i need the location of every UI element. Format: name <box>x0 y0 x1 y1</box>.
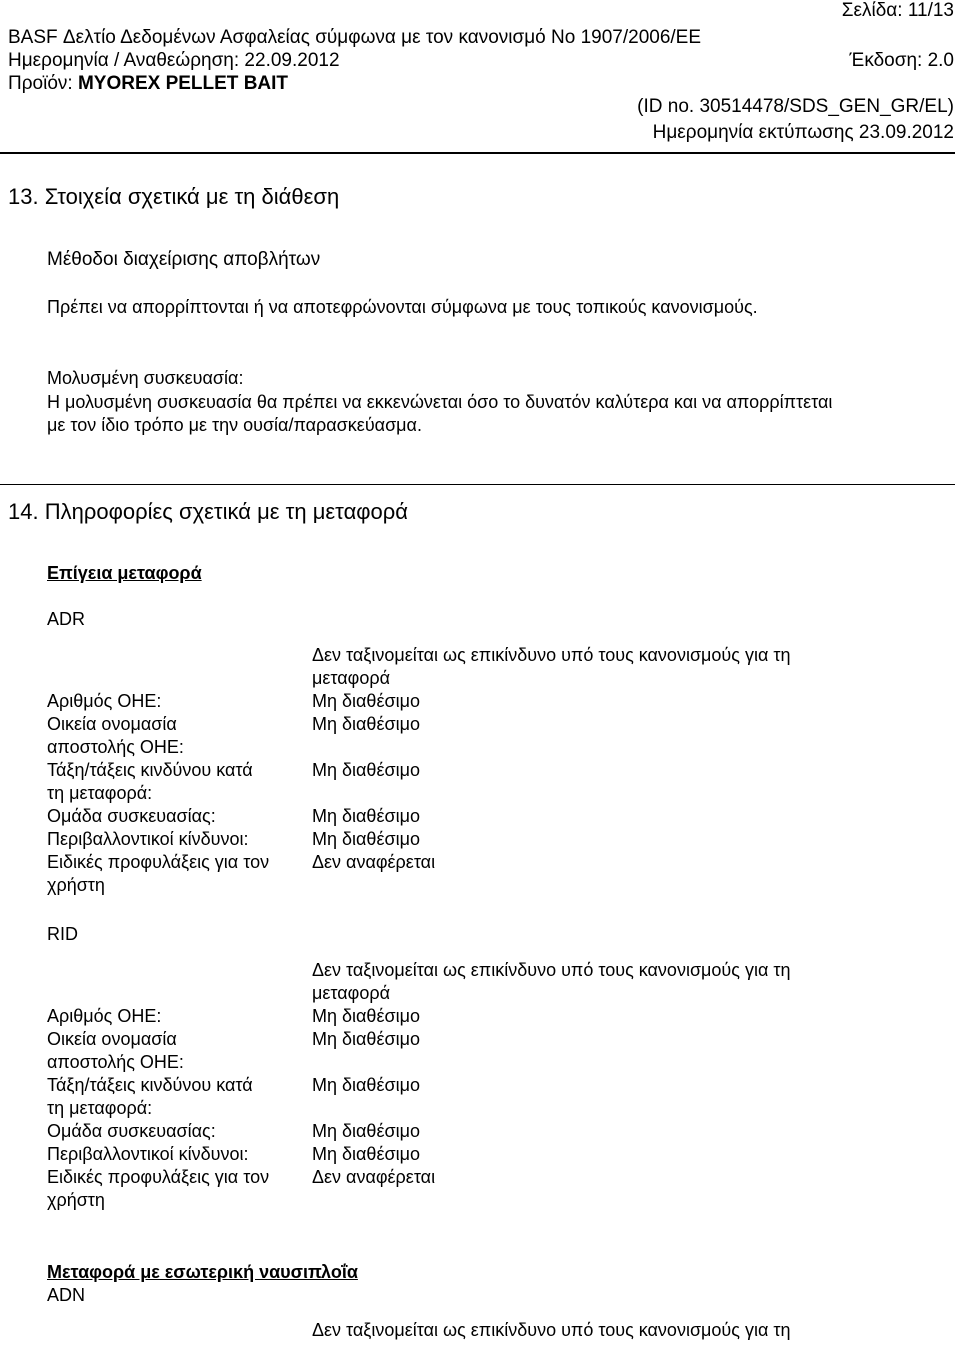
adr-row-value: Δεν αναφέρεται <box>312 852 436 872</box>
rid-row-value: Μη διαθέσιμο <box>312 1029 420 1049</box>
packaging-text-1: Η μολυσμένη συσκευασία θα πρέπει να εκκενώνεται όσο το δυνατόν καλύτερα και να απορρίπτεται <box>47 392 833 412</box>
inland-waterway-heading: Μεταφορά με εσωτερική ναυσιπλοΐα <box>47 1262 358 1282</box>
adn-code: ADN <box>47 1285 86 1305</box>
section-divider <box>0 484 955 485</box>
rid-row-value: Μη διαθέσιμο <box>312 1006 420 1026</box>
adr-row-label: Περιβαλλοντικοί κίνδυνοι: <box>47 829 249 849</box>
packaging-label: Μολυσμένη συσκευασία: <box>47 368 244 388</box>
adr-classification: Δεν ταξινομείται ως επικίνδυνο υπό τους κανονισμούς για τη μεταφορά <box>312 645 791 688</box>
adr-row-label: Οικεία ονομασία αποστολής ΟΗΕ: <box>47 714 184 757</box>
adr-row-label: Τάξη/τάξεις κινδύνου κατά τη μεταφορά: <box>47 760 253 803</box>
revision-date: Ημερομηνία / Αναθεώρηση: 22.09.2012 <box>8 50 340 71</box>
rid-row-label: Ομάδα συσκευασίας: <box>47 1121 216 1141</box>
header-divider <box>0 152 955 154</box>
rid-row-label: Οικεία ονομασία αποστολής ΟΗΕ: <box>47 1029 184 1072</box>
rid-row-value: Δεν αναφέρεται <box>312 1167 436 1187</box>
adr-code: ADR <box>47 609 86 629</box>
rid-row-label: Τάξη/τάξεις κινδύνου κατά τη μεταφορά: <box>47 1075 253 1118</box>
id-number: (ID no. 30514478/SDS_GEN_GR/EL) <box>637 96 954 117</box>
adr-row-label: Αριθμός ΟΗΕ: <box>47 691 162 711</box>
rid-row-value: Μη διαθέσιμο <box>312 1121 420 1141</box>
rid-code: RID <box>47 924 78 944</box>
rid-classification: Δεν ταξινομείται ως επικίνδυνο υπό τους κανονισμούς για τη μεταφορά <box>312 960 791 1003</box>
section-13-title: 13. Στοιχεία σχετικά με τη διάθεση <box>8 184 340 209</box>
packaging-text-2: με τον ίδιο τρόπο με την ουσία/παρασκεύασμα. <box>47 415 422 435</box>
adr-row-value: Μη διαθέσιμο <box>312 806 420 826</box>
rid-row-value: Μη διαθέσιμο <box>312 1075 420 1095</box>
rid-row-label: Περιβαλλοντικοί κίνδυνοι: <box>47 1144 249 1164</box>
adn-classification: Δεν ταξινομείται ως επικίνδυνο υπό τους κανονισμούς για τη <box>312 1320 791 1340</box>
adr-row-value: Μη διαθέσιμο <box>312 829 420 849</box>
version: Έκδοση: 2.0 <box>849 50 954 71</box>
product-label: Προϊόν: <box>8 73 78 94</box>
adr-row-label: Ειδικές προφυλάξεις για τον χρήστη <box>47 852 270 895</box>
adr-row-value: Μη διαθέσιμο <box>312 760 420 780</box>
adr-row-label: Ομάδα συσκευασίας: <box>47 806 216 826</box>
waste-methods-subtitle: Μέθοδοι διαχείρισης αποβλήτων <box>47 249 321 270</box>
land-transport-heading: Επίγεια μεταφορά <box>47 563 202 583</box>
waste-text: Πρέπει να απορρίπτονται ή να αποτεφρώνονται σύμφωνα με τους τοπικούς κανονισμούς. <box>47 297 758 317</box>
page-number: Σελίδα: 11/13 <box>841 0 954 21</box>
adr-row-value: Μη διαθέσιμο <box>312 714 420 734</box>
document-title: BASF Δελτίο Δεδομένων Ασφαλείας σύμφωνα με τον κανονισμό Νο 1907/2006/ΕΕ <box>8 27 702 48</box>
adr-row-value: Μη διαθέσιμο <box>312 691 420 711</box>
product-name: MYOREX PELLET BAIT <box>77 73 289 94</box>
rid-row-label: Αριθμός ΟΗΕ: <box>47 1006 162 1026</box>
adr-table <box>47 644 927 897</box>
section-14-title: 14. Πληροφορίες σχετικά με τη μεταφορά <box>8 499 409 524</box>
rid-row-label: Ειδικές προφυλάξεις για τον χρήστη <box>47 1167 270 1210</box>
rid-table <box>47 959 927 1212</box>
rid-row-value: Μη διαθέσιμο <box>312 1144 420 1164</box>
print-date: Ημερομηνία εκτύπωσης 23.09.2012 <box>652 122 954 143</box>
product-line <box>8 73 288 95</box>
